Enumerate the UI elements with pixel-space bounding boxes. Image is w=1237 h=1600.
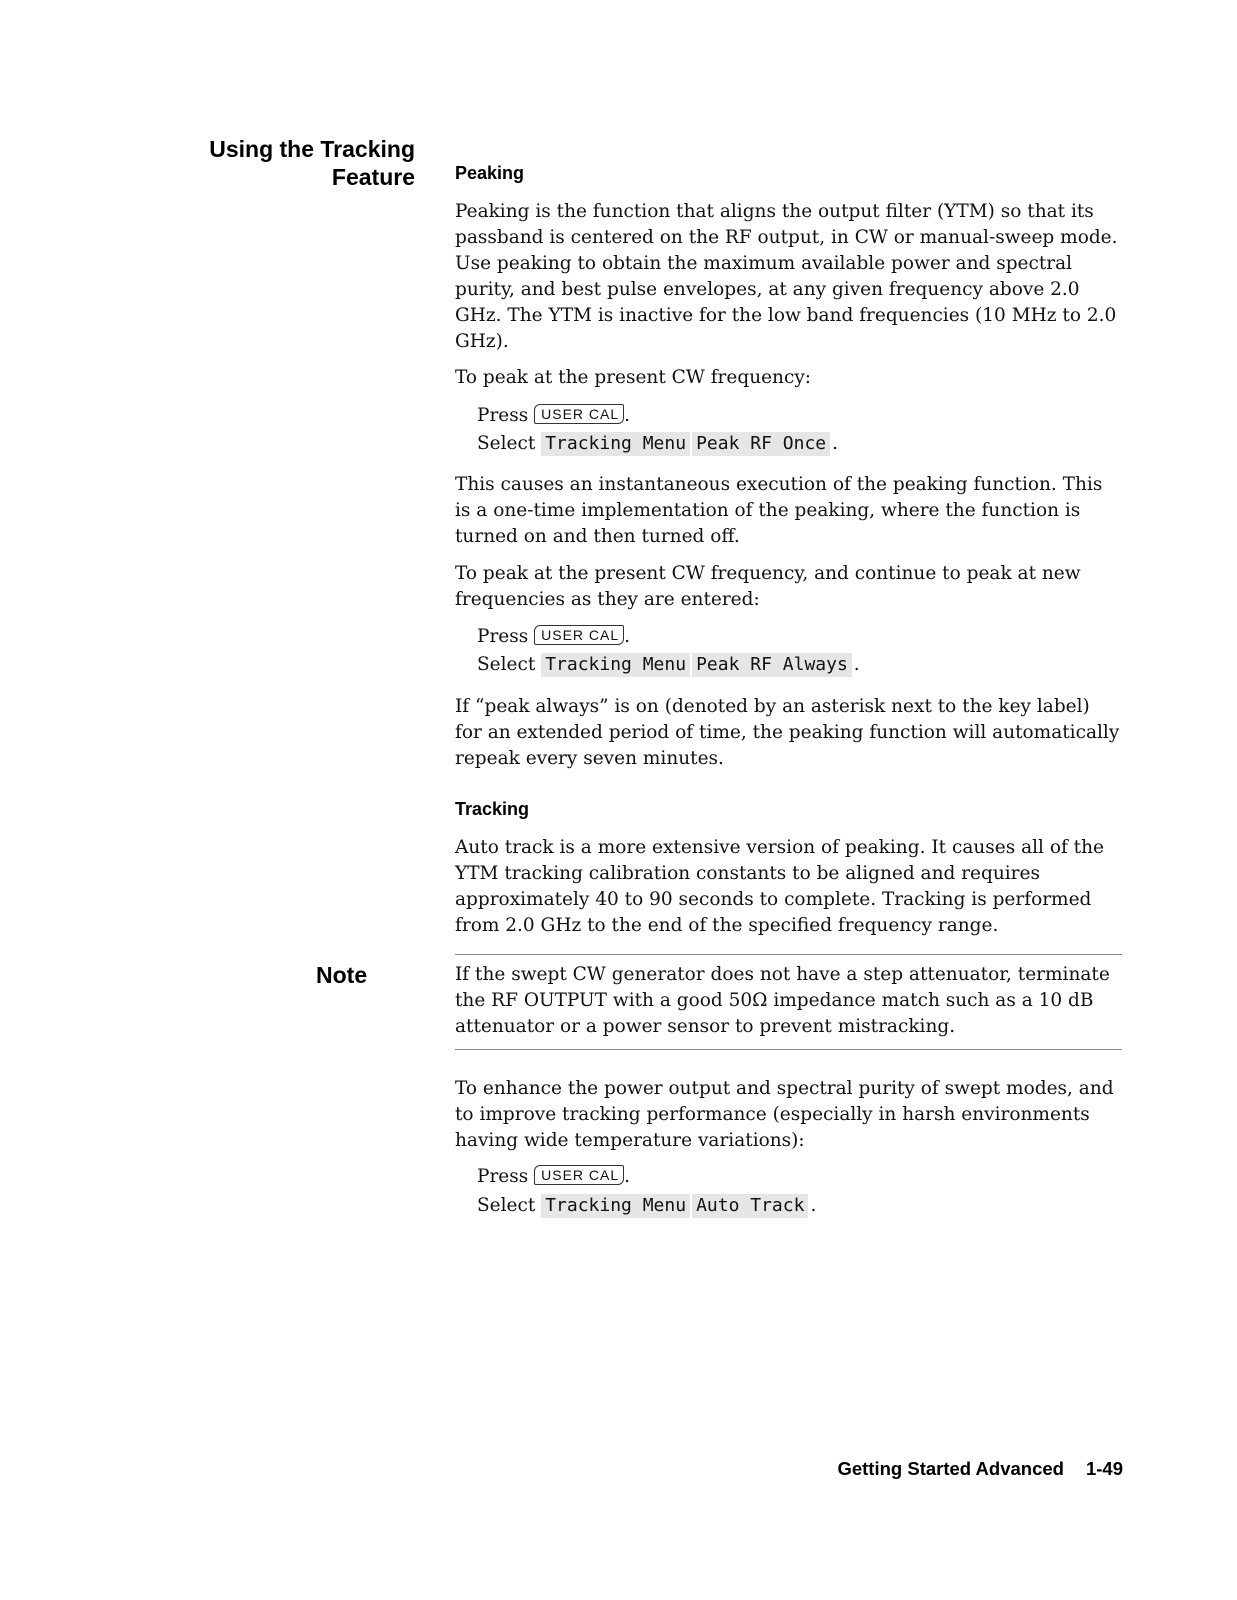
note-text: If the swept CW generator does not have a step attenuator, terminate the RF OUTPUT with a good 50Ω impedance match such as a 10 dB attenuator or a power sensor to prevent mistracking.	[455, 964, 1110, 1037]
peak-rf-once-softkey: Peak RF Once	[692, 432, 830, 456]
press-step-3: Press USER CAL .	[477, 1166, 631, 1187]
tracking-menu-softkey: Tracking Menu	[541, 432, 690, 456]
user-cal-key: USER CAL	[534, 404, 624, 424]
section-title	[115, 135, 415, 191]
tracking-menu-softkey: Tracking Menu	[541, 653, 690, 677]
note-label: Note	[316, 962, 368, 988]
tracking-description: Auto track is a more extensive version of peaking. It causes all of the YTM tracking calibration constants to be aligned and requires approximately 40 to 90 seconds to complete. Tracking is performed from 2.0 GHz to the end of the specified frequency range.	[455, 837, 1104, 936]
page-number: 1-49	[1085, 1458, 1123, 1479]
press-label: Press	[477, 405, 529, 426]
peaking-heading: Peaking	[455, 163, 525, 183]
peak-always-intro: To peak at the present CW frequency, and continue to peak at new frequencies as they are entered:	[455, 563, 1081, 610]
press-label: Press	[477, 626, 529, 647]
peak-always-explanation: If “peak always” is on (denoted by an asterisk next to the key label) for an extended period of time, the peaking function will automatically repeak every seven minutes.	[455, 696, 1120, 769]
auto-track-intro: To enhance the power output and spectral purity of swept modes, and to improve tracking performance (especially in harsh environments having wide temperature variations):	[455, 1078, 1114, 1151]
note-top-divider	[455, 954, 1122, 955]
select-step-2: Select Tracking Menu Peak RF Always .	[477, 654, 860, 675]
user-cal-key: USER CAL	[534, 625, 624, 645]
press-step-2: Press USER CAL .	[477, 626, 631, 647]
peak-once-intro: To peak at the present CW frequency:	[455, 367, 812, 388]
footer-title: Getting Started Advanced	[837, 1458, 1064, 1479]
select-label: Select	[477, 1195, 536, 1216]
auto-track-softkey: Auto Track	[692, 1194, 808, 1218]
tracking-heading: Tracking	[455, 799, 530, 819]
section-title-line-1: Using the Tracking	[209, 136, 415, 162]
select-label: Select	[477, 433, 536, 454]
note-bottom-divider	[455, 1049, 1122, 1050]
select-step-3: Select Tracking Menu Auto Track .	[477, 1195, 817, 1216]
press-label: Press	[477, 1166, 529, 1187]
peaking-description: Peaking is the function that aligns the output filter (YTM) so that its passband is centered on the RF output, in CW or manual-sweep mode. Use peaking to obtain the maximum available power and spectral purity, and best pulse envelopes, at any given frequency above 2.0 GHz. The YTM is inactive for the low band frequencies (10 MHz to 2.0 GHz).	[455, 201, 1118, 352]
page-footer	[837, 1458, 1123, 1480]
peak-once-explanation: This causes an instantaneous execution of the peaking function. This is a one-time implementation of the peaking, where the function is turned on and then turned off.	[455, 474, 1103, 547]
section-title-line-2: Feature	[331, 164, 415, 190]
select-label: Select	[477, 654, 536, 675]
select-step-1: Select Tracking Menu Peak RF Once .	[477, 433, 839, 454]
peak-rf-always-softkey: Peak RF Always	[692, 653, 852, 677]
user-cal-key: USER CAL	[534, 1165, 624, 1185]
tracking-menu-softkey: Tracking Menu	[541, 1194, 690, 1218]
press-step-1: Press USER CAL .	[477, 405, 631, 426]
